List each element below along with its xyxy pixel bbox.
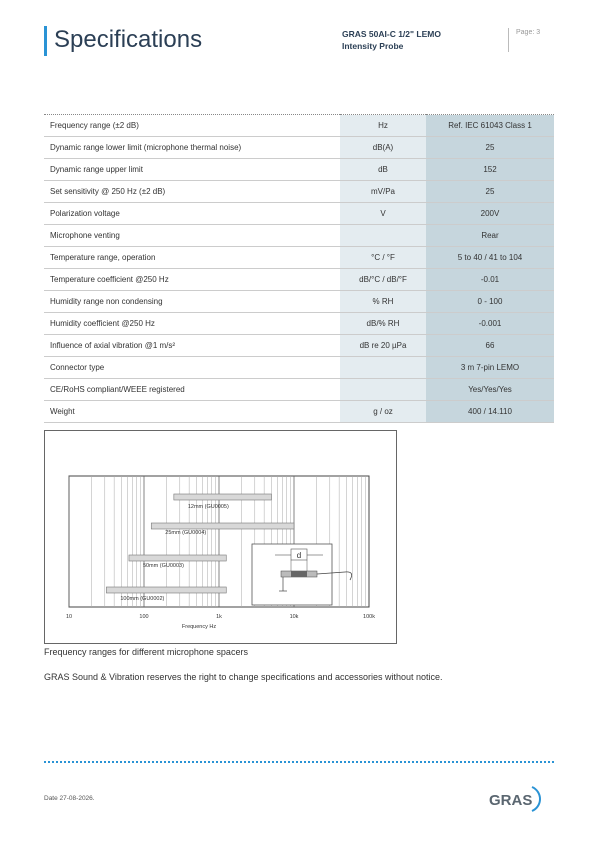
- spacer-range-bar: [106, 587, 226, 593]
- spacer-label: 12mm (GU0005): [187, 504, 229, 510]
- spec-unit: [340, 357, 426, 379]
- spec-label: Frequency range (±2 dB): [44, 115, 340, 137]
- spec-row: [44, 203, 554, 225]
- spec-label: Microphone venting: [44, 225, 340, 247]
- figure-caption: Frequency ranges for different microphone spacers: [44, 647, 248, 657]
- spec-label: CE/RoHS compliant/WEEE registered: [44, 379, 340, 401]
- page-title: Specifications: [54, 26, 203, 53]
- spec-value: 25: [426, 137, 554, 159]
- product-model: GRAS 50AI-C 1/2" LEMO: [342, 29, 441, 39]
- x-axis-label: Frequency Hz: [181, 624, 217, 630]
- spec-row: [44, 269, 554, 291]
- spec-unit: V: [340, 203, 426, 225]
- spec-unit: dB/% RH: [340, 313, 426, 335]
- product-name: [342, 28, 441, 52]
- spec-value: 0 - 100: [426, 291, 554, 313]
- spec-unit: dB(A): [340, 137, 426, 159]
- spec-value: 400 / 14.110: [426, 401, 554, 423]
- x-tick-label: 10: [65, 614, 73, 620]
- spec-row: [44, 225, 554, 247]
- spec-label: Polarization voltage: [44, 203, 340, 225]
- spec-unit: dB/°C / dB/°F: [340, 269, 426, 291]
- spacer-label: 50mm (GU0003): [142, 563, 184, 569]
- spec-label: Set sensitivity @ 250 Hz (±2 dB): [44, 181, 340, 203]
- x-tick-label: 10k: [289, 614, 299, 620]
- spec-unit: °C / °F: [340, 247, 426, 269]
- spec-row: [44, 313, 554, 335]
- spec-row: [44, 291, 554, 313]
- spec-value: 25: [426, 181, 554, 203]
- spec-value: 200V: [426, 203, 554, 225]
- spec-label: Temperature range, operation: [44, 247, 340, 269]
- svg-text:GRAS: GRAS: [489, 792, 533, 809]
- spacer-label: 25mm (GU0004): [165, 530, 207, 536]
- spec-label: Weight: [44, 401, 340, 423]
- spec-label: Humidity coefficient @250 Hz: [44, 313, 340, 335]
- product-type: Intensity Probe: [342, 41, 404, 51]
- spec-unit: mV/Pa: [340, 181, 426, 203]
- specifications-table: [44, 114, 554, 423]
- x-tick-label: 1k: [216, 614, 222, 620]
- spacer-range-bar: [151, 523, 294, 529]
- spec-row: [44, 247, 554, 269]
- disclaimer-notice: GRAS Sound & Vibration reserves the right to change specifications and accessories without notice.: [44, 672, 443, 682]
- spec-label: Dynamic range lower limit (microphone thermal noise): [44, 137, 340, 159]
- x-tick-label: 100: [139, 614, 149, 620]
- spec-row: [44, 115, 554, 137]
- spec-label: Dynamic range upper limit: [44, 159, 340, 181]
- gras-logo: [488, 784, 548, 819]
- dimension-label: d: [296, 551, 302, 560]
- header-accent-bar: [44, 26, 47, 56]
- document-date: Date 27-08-2026.: [44, 795, 95, 802]
- spacer-range-bar: [174, 494, 272, 500]
- spec-row: [44, 137, 554, 159]
- spec-row: [44, 379, 554, 401]
- spec-value: -0.01: [426, 269, 554, 291]
- footer-divider: [44, 761, 554, 763]
- spec-label: Temperature coefficient @250 Hz: [44, 269, 340, 291]
- spec-unit: Hz: [340, 115, 426, 137]
- spec-value: 66: [426, 335, 554, 357]
- spec-value: Yes/Yes/Yes: [426, 379, 554, 401]
- spec-unit: dB: [340, 159, 426, 181]
- header-separator: [508, 28, 509, 52]
- spec-row: [44, 159, 554, 181]
- spec-unit: [340, 225, 426, 247]
- spec-label: Influence of axial vibration @1 m/s²: [44, 335, 340, 357]
- probe-spacer: [291, 571, 307, 577]
- spacer-frequency-figure: [44, 430, 397, 644]
- spacer-label: 100mm (GU0002): [120, 596, 165, 602]
- x-tick-label: 100k: [363, 614, 375, 620]
- spec-unit: [340, 379, 426, 401]
- spec-row: [44, 181, 554, 203]
- spec-unit: g / oz: [340, 401, 426, 423]
- spacer-range-bar: [129, 555, 226, 561]
- spec-value: 5 to 40 / 41 to 104: [426, 247, 554, 269]
- spec-value: -0.001: [426, 313, 554, 335]
- spec-unit: % RH: [340, 291, 426, 313]
- spec-row: [44, 357, 554, 379]
- spec-value: 3 m 7-pin LEMO: [426, 357, 554, 379]
- spec-label: Connector type: [44, 357, 340, 379]
- spec-label: Humidity range non condensing: [44, 291, 340, 313]
- spacer-frequency-chart: [45, 431, 396, 643]
- spec-unit: dB re 20 µPa: [340, 335, 426, 357]
- spec-row: [44, 335, 554, 357]
- spec-row: [44, 401, 554, 423]
- spec-value: 152: [426, 159, 554, 181]
- spec-value: Ref. IEC 61043 Class 1: [426, 115, 554, 137]
- page-number: Page: 3: [516, 29, 541, 36]
- spec-value: Rear: [426, 225, 554, 247]
